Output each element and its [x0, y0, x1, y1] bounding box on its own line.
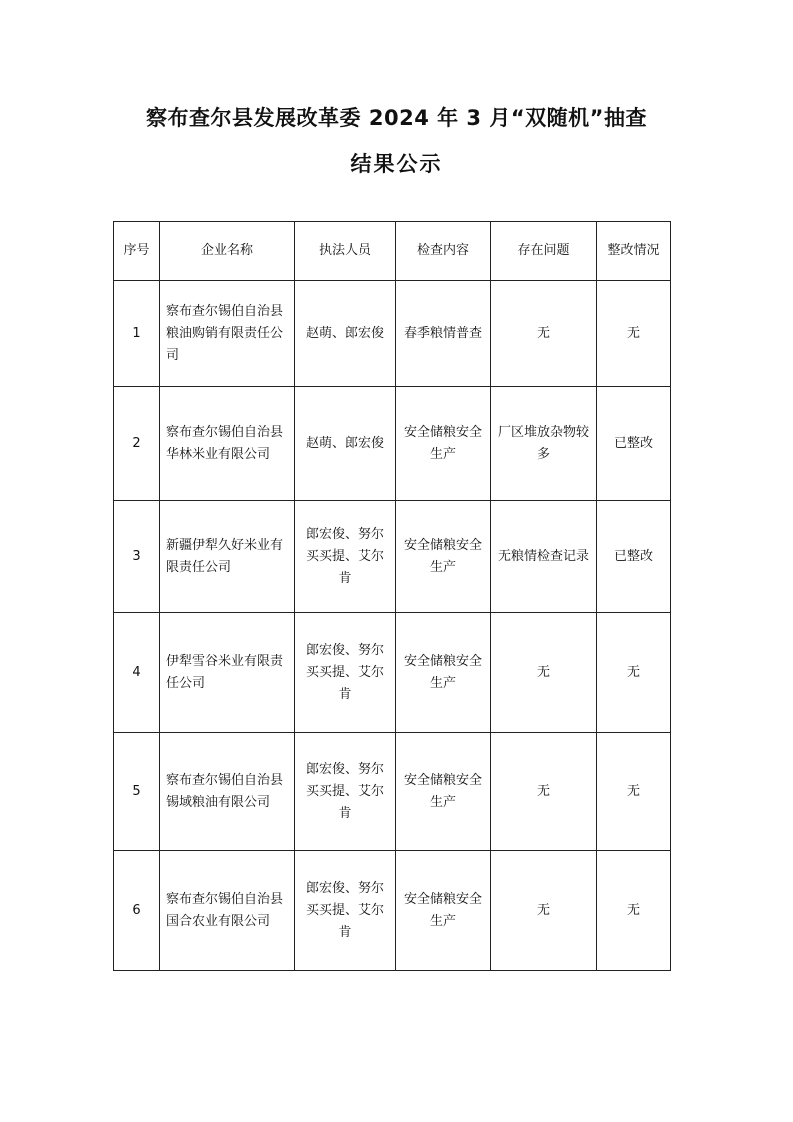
cell-company: 伊犁雪谷米业有限责任公司: [160, 613, 295, 733]
header-rectification: 整改情况: [597, 222, 671, 281]
header-problem: 存在问题: [491, 222, 597, 281]
document-subtitle: 结果公示: [350, 152, 443, 176]
table-row: [114, 281, 671, 387]
document-title: 察布查尔县发展改革委 2024 年 3 月“双随机”抽查: [146, 106, 647, 130]
cell-staff: 赵萌、郎宏俊: [295, 387, 396, 501]
cell-staff: 郎宏俊、努尔买买提、艾尔肯: [295, 851, 396, 971]
table-row: [114, 501, 671, 613]
table-row: [114, 613, 671, 733]
cell-content: 安全储粮安全生产: [396, 733, 491, 851]
cell-company: 察布查尔锡伯自治县国合农业有限公司: [160, 851, 295, 971]
cell-content: 安全储粮安全生产: [396, 851, 491, 971]
cell-index: 2: [114, 387, 160, 501]
cell-index: 5: [114, 733, 160, 851]
header-company: 企业名称: [160, 222, 295, 281]
cell-problem: 无: [491, 851, 597, 971]
cell-problem: 无: [491, 281, 597, 387]
cell-index: 4: [114, 613, 160, 733]
table-row: [114, 733, 671, 851]
cell-content: 安全储粮安全生产: [396, 613, 491, 733]
cell-staff: 郎宏俊、努尔买买提、艾尔肯: [295, 501, 396, 613]
cell-index: 3: [114, 501, 160, 613]
cell-staff: 赵萌、郎宏俊: [295, 281, 396, 387]
cell-problem: 无: [491, 733, 597, 851]
cell-problem: 厂区堆放杂物较多: [491, 387, 597, 501]
table-header-row: [114, 222, 671, 281]
header-index: 序号: [114, 222, 160, 281]
cell-rectification: 无: [597, 613, 671, 733]
cell-company: 察布查尔锡伯自治县华林米业有限公司: [160, 387, 295, 501]
cell-problem: 无粮情检查记录: [491, 501, 597, 613]
cell-index: 1: [114, 281, 160, 387]
header-content: 检查内容: [396, 222, 491, 281]
cell-company: 察布查尔锡伯自治县锡域粮油有限公司: [160, 733, 295, 851]
cell-content: 安全储粮安全生产: [396, 501, 491, 613]
cell-rectification: 已整改: [597, 501, 671, 613]
cell-staff: 郎宏俊、努尔买买提、艾尔肯: [295, 613, 396, 733]
cell-content: 春季粮情普查: [396, 281, 491, 387]
cell-rectification: 已整改: [597, 387, 671, 501]
cell-index: 6: [114, 851, 160, 971]
cell-problem: 无: [491, 613, 597, 733]
cell-rectification: 无: [597, 733, 671, 851]
table-row: [114, 851, 671, 971]
cell-company: 察布查尔锡伯自治县粮油购销有限责任公司: [160, 281, 295, 387]
cell-rectification: 无: [597, 851, 671, 971]
cell-company: 新疆伊犁久好米业有限责任公司: [160, 501, 295, 613]
document-title-block: [0, 98, 793, 184]
cell-rectification: 无: [597, 281, 671, 387]
table-row: [114, 387, 671, 501]
cell-staff: 郎宏俊、努尔买买提、艾尔肯: [295, 733, 396, 851]
cell-content: 安全储粮安全生产: [396, 387, 491, 501]
inspection-results-table: [113, 221, 671, 971]
header-staff: 执法人员: [295, 222, 396, 281]
